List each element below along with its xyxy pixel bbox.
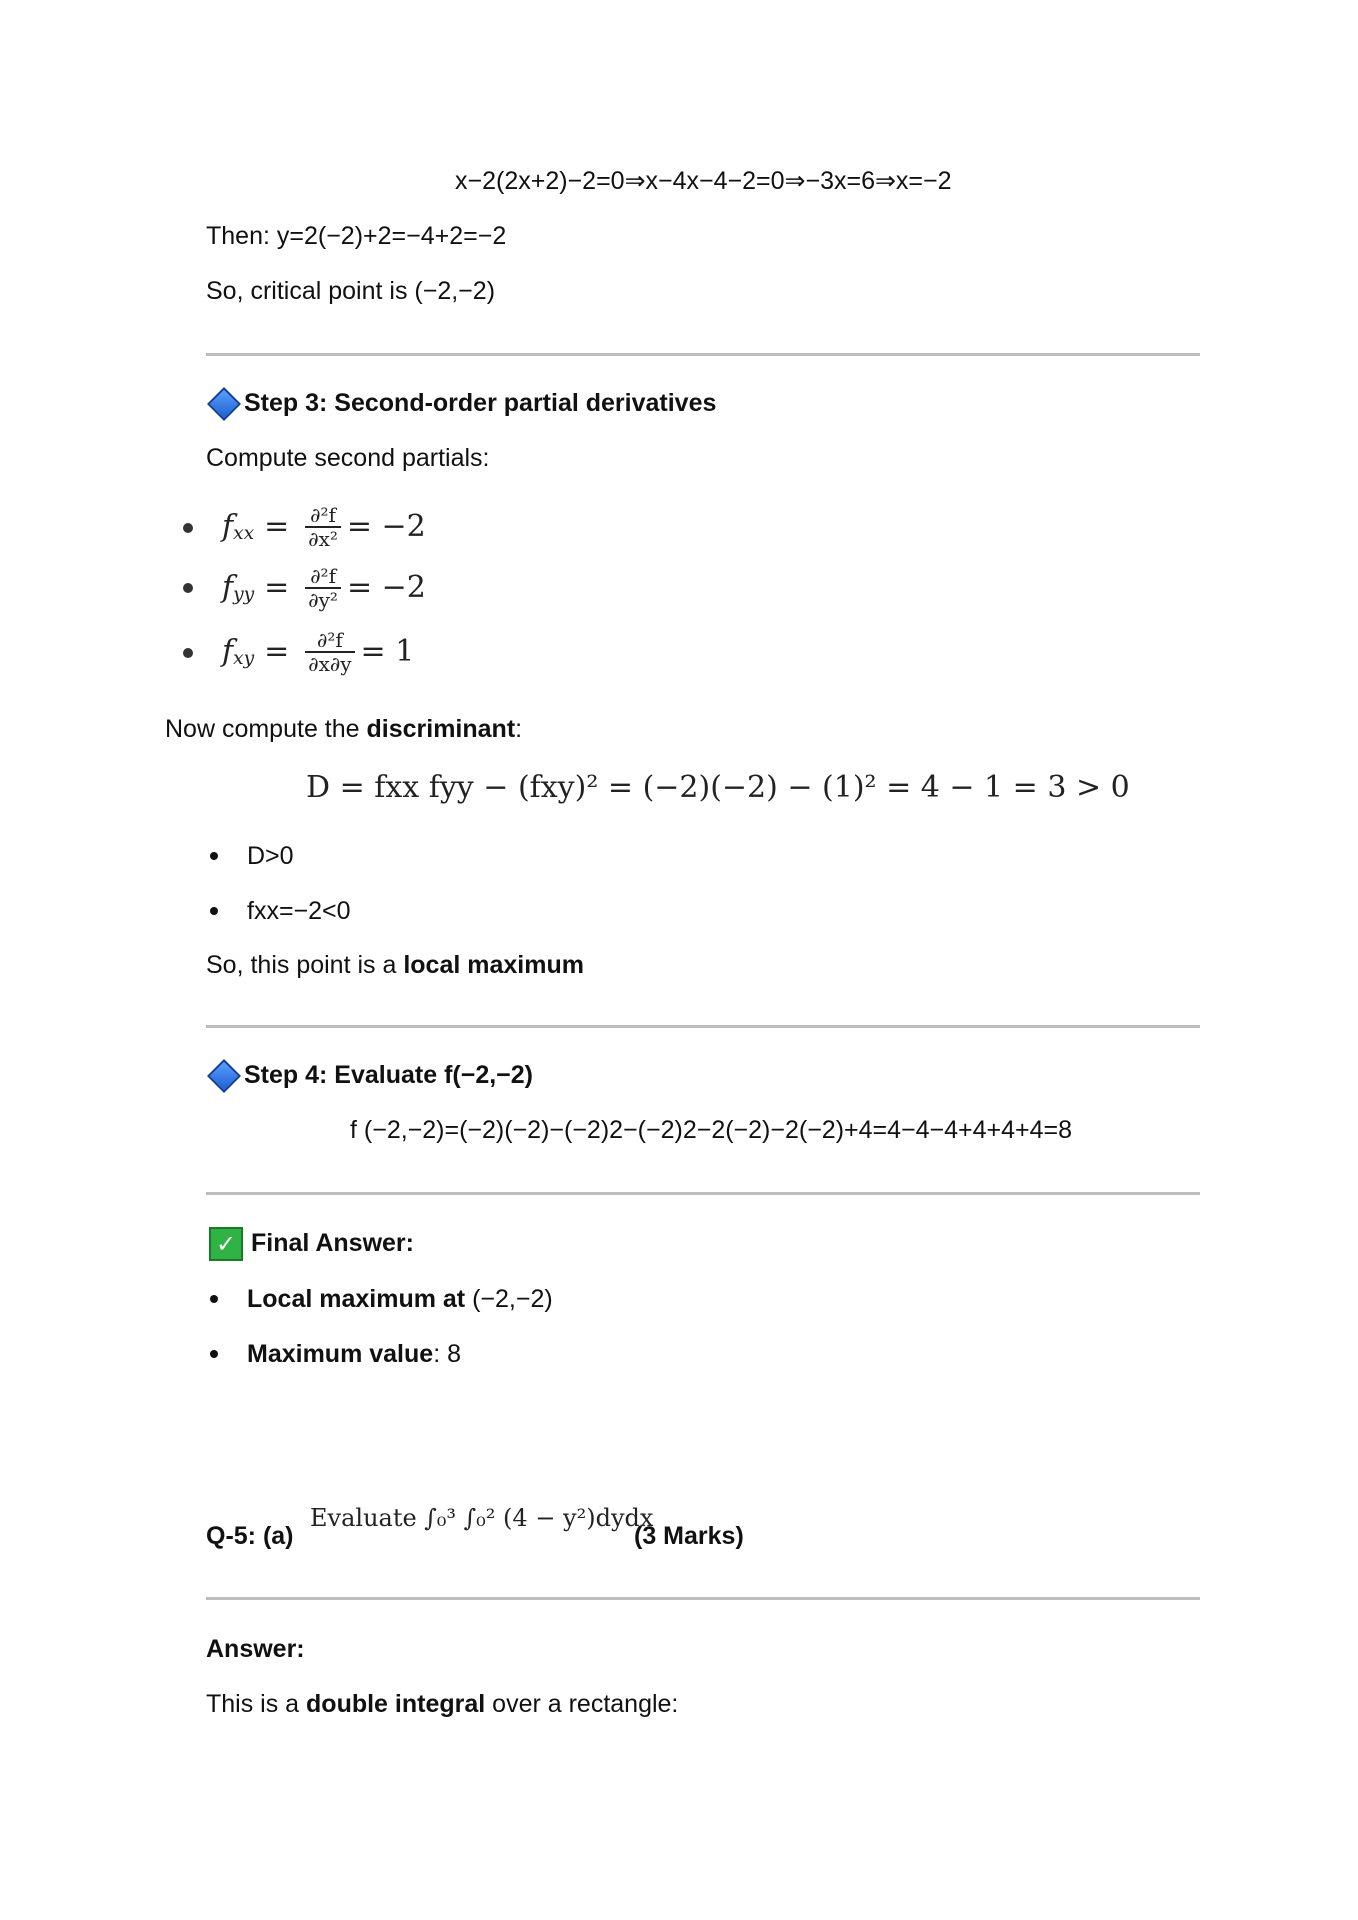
step3-intro: Compute second partials: bbox=[206, 444, 490, 472]
step4-equation: f (−2,−2)=(−2)(−2)−(−2)2−(−2)2−2(−2)−2(−2)+4=4−4−4+4+4+4=8 bbox=[350, 1116, 1073, 1144]
discriminant-intro: Now compute the discriminant: bbox=[165, 715, 523, 743]
step2-equation: x−2(2x+2)−2=0⇒x−4x−4−2=0⇒−3x=6⇒x=−2 bbox=[455, 167, 952, 195]
answer-heading: Answer: bbox=[206, 1635, 305, 1663]
discriminant-formula: D = fxx fyy − (fxy)² = (−2)(−2) − (1)² = 4 − 1 = 3 > 0 bbox=[306, 770, 1130, 805]
condition-fxx-negative: fxx=−2<0 bbox=[247, 897, 351, 925]
bullet-dot bbox=[210, 907, 218, 915]
section-divider bbox=[206, 1025, 1200, 1028]
condition-d-positive: D>0 bbox=[247, 842, 294, 870]
answer-text: This is a double integral over a rectangle: bbox=[206, 1690, 679, 1718]
step4-heading: Step 4: Evaluate f(−2,−2) bbox=[244, 1061, 534, 1089]
section-divider bbox=[206, 1597, 1200, 1600]
then-line: Then: y=2(−2)+2=−4+2=−2 bbox=[206, 222, 507, 250]
final-item-local-max: Local maximum at (−2,−2) bbox=[247, 1285, 553, 1313]
bullet-dot bbox=[183, 523, 193, 533]
blue-diamond-icon bbox=[207, 387, 241, 421]
q5-label: Q-5: (a) bbox=[206, 1522, 294, 1550]
q5-question: Evaluate ∫₀³ ∫₀² (4 − y²)dydx bbox=[310, 1504, 654, 1532]
section-divider bbox=[206, 1192, 1200, 1195]
q5-marks: (3 Marks) bbox=[634, 1522, 744, 1550]
partial-fxx: f $_{xx}$ = $\frac{\text{∂²f}}{\text{∂x²}}$ = −2 bbox=[222, 503, 426, 551]
blue-diamond-icon bbox=[207, 1059, 241, 1093]
bullet-dot bbox=[210, 1350, 218, 1358]
partial-fxy: f $_{xy}$ = $\frac{\text{∂²f}}{\partial x\partial y}$ = 1 bbox=[222, 628, 415, 676]
bullet-dot bbox=[210, 852, 218, 860]
bullet-dot bbox=[210, 1295, 218, 1303]
conclusion-line: So, this point is a local maximum bbox=[206, 951, 584, 979]
partial-fyy: f $_{yy}$ = $\frac{\text{∂²f}}{\text{∂y²}}$ = −2 bbox=[222, 564, 426, 612]
final-item-max-value: Maximum value: 8 bbox=[247, 1340, 461, 1368]
critical-point-line: So, critical point is (−2,−2) bbox=[206, 277, 496, 305]
step3-heading: Step 3: Second-order partial derivatives bbox=[244, 389, 717, 417]
final-answer-heading: Final Answer: bbox=[251, 1229, 414, 1257]
bullet-dot bbox=[183, 648, 193, 658]
check-mark-icon: ✓ bbox=[209, 1227, 243, 1261]
section-divider bbox=[206, 353, 1200, 356]
bullet-dot bbox=[183, 583, 193, 593]
